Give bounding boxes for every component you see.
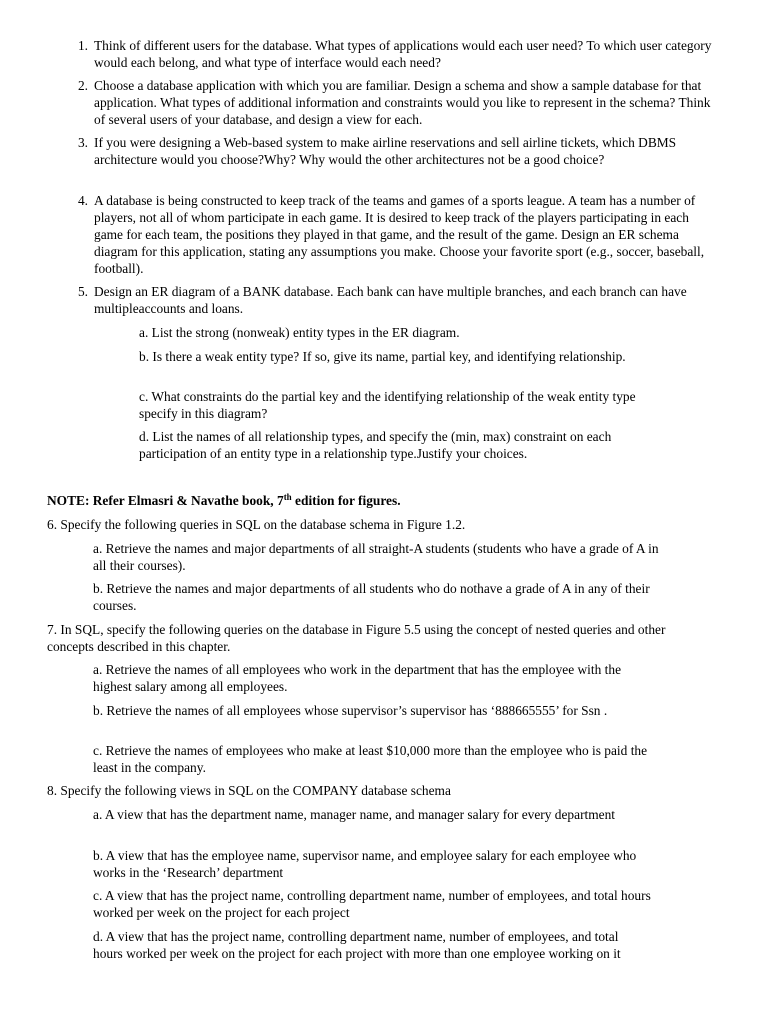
q6-item-a: a. Retrieve the names and major departments of all straight-A students (students who have a grade of A in all their courses). [93, 541, 659, 573]
q7-item-c: c. Retrieve the names of employees who make at least $10,000 more than the employee who is paid the least in the company. [93, 743, 648, 775]
q8-item-c: c. A view that has the project name, controlling department name, number of employees, and total hours worked per week on the project for each project [93, 888, 651, 920]
question-8-heading: 8. Specify the following views in SQL on the COMPANY database schema [47, 783, 451, 798]
question-6-heading: 6. Specify the following queries in SQL on the database schema in Figure 1.2. [47, 517, 466, 532]
question-text: Choose a database application with which you are familiar. Design a schema and show a sample database for that application. What types of additional information and constraints would you like to represent in the schema? Think of several users of your database, and design a view for each. [94, 78, 711, 127]
question-text: If you were designing a Web-based system to make airline reservations and sell airline tickets, which DBMS architecture would you choose?Why? Why would the other architectures not be a good choice? [94, 135, 677, 167]
question-3 [77, 134, 694, 168]
q8-item-d: d. A view that has the project name, controlling department name, number of employees, and total hours worked per week on the project for each project with more than one employee working on it [93, 929, 621, 961]
q5-item-c: c. What constraints do the partial key and the identifying relationship of the weak entity type specify in this diagram? [139, 389, 636, 421]
q8-item-b: b. A view that has the employee name, supervisor name, and employee salary for each employee who works in the ‘Research’ department [93, 848, 637, 880]
note-superscript: th [283, 492, 292, 502]
question-text: Design an ER diagram of a BANK database. Each bank can have multiple branches, and each branch can have multipleaccounts and loans. [94, 284, 687, 316]
note-text-end: edition for figures. [291, 493, 401, 508]
question-number: 2. [77, 78, 88, 93]
q5-item-d: d. List the names of all relationship types, and specify the (min, max) constraint on each participation of an entity type in a relationship type.Justify your choices. [139, 429, 612, 461]
question-1 [77, 37, 719, 71]
q5-item-b: b. Is there a weak entity type? If so, give its name, partial key, and identifying relationship. [139, 349, 626, 364]
q6-item-b: b. Retrieve the names and major departments of all students who do nothave a grade of A in any of their courses. [93, 581, 650, 613]
question-4 [77, 192, 719, 277]
question-2 [77, 77, 719, 128]
question-text: A database is being constructed to keep track of the teams and games of a sports league. A team has a number of players, not all of whom participate in each game. It is desired to keep track of the players participating in each game for each team, the positions they played in that game, and the result of the game. Design an ER schema diagram for this application, stating any assumptions you make. Choose your favorite sport (e.g., soccer, baseball, football). [94, 193, 705, 276]
q7-item-b: b. Retrieve the names of all employees whose supervisor’s supervisor has ‘888665555’ for Ssn . [93, 703, 608, 718]
question-7-heading: 7. In SQL, specify the following queries on the database in Figure 5.5 using the concept of nested queries and other concepts described in this chapter. [47, 622, 666, 654]
question-number: 1. [77, 38, 88, 53]
q7-item-a: a. Retrieve the names of all employees who work in the department that has the employee with the highest salary among all employees. [93, 662, 622, 694]
question-number: 5. [77, 284, 88, 299]
q8-item-a: a. A view that has the department name, manager name, and manager salary for every department [93, 807, 616, 822]
question-number: 4. [77, 193, 88, 208]
question-number: 3. [77, 135, 88, 150]
note-heading [47, 492, 401, 509]
question-5 [77, 283, 694, 317]
q5-item-a: a. List the strong (nonweak) entity types in the ER diagram. [139, 325, 460, 340]
question-text: Think of different users for the database. What types of applications would each user need? To which user category would each belong, and what type of interface would each need? [94, 38, 712, 70]
note-text: NOTE: Refer Elmasri & Navathe book, 7 [47, 493, 284, 508]
